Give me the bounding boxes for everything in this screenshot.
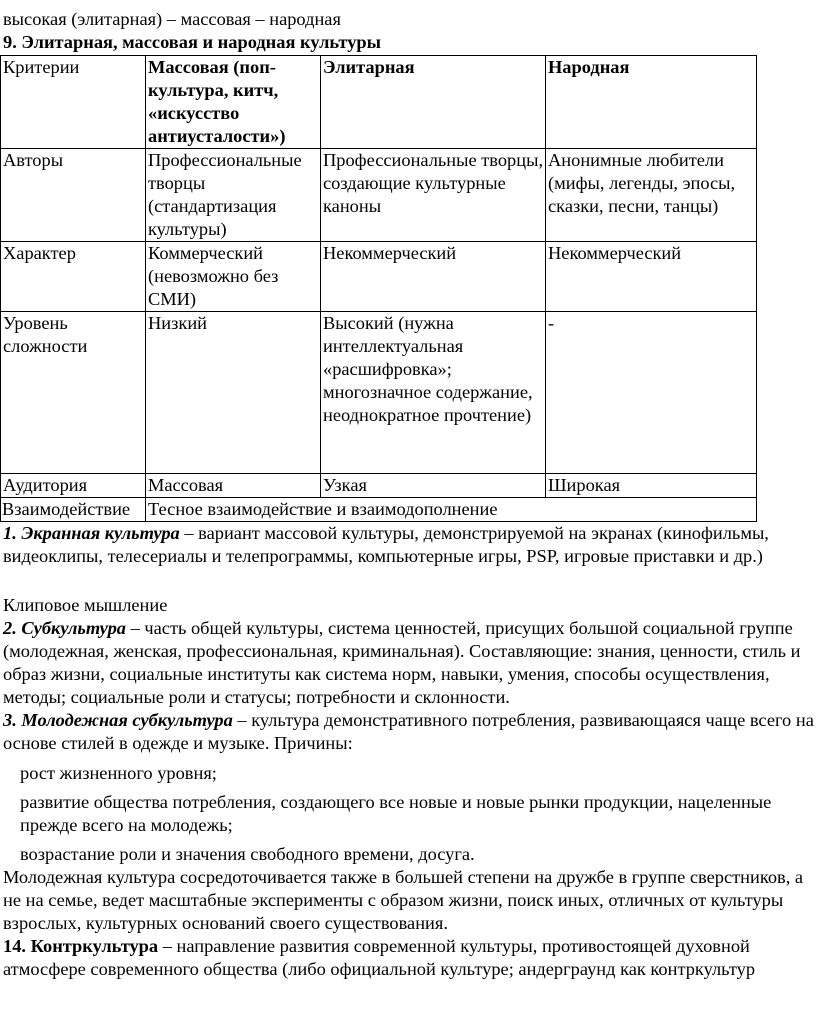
table-cell: Широкая [546, 474, 757, 498]
header-cell-folk: Народная [546, 56, 757, 149]
section-title: 9. Элитарная, массовая и народная культуры [3, 32, 381, 52]
table-cell: Некоммерческий [321, 242, 546, 312]
paragraph-counterculture [3, 935, 816, 981]
clip-thinking-line: Клиповое мышление [3, 595, 168, 615]
table-cell: Массовая [146, 474, 321, 498]
term-screen-culture: 1. Экранная культура [3, 523, 180, 543]
table-row-interaction [1, 498, 757, 522]
table-cell: Взаимодействие [1, 498, 146, 522]
definition-text: – часть общей культуры, система ценностей, присущих большой социальной группе (молодежная, женская, профессиональная, криминальная). Составляющие: знания, ценности, стиль и образ жизни, социальные институты как система норм, навыки, умения, способы осуществления, методы; социальные роли и статусы; потребности и склонности. [3, 618, 801, 707]
table-cell: Анонимные любители (мифы, легенды, эпосы, сказки, песни, танцы) [546, 149, 757, 242]
table-cell: Узкая [321, 474, 546, 498]
table-cell: Уровень сложности [1, 312, 146, 474]
term-counterculture: 14. Контркультура [3, 936, 159, 956]
table-cell: Характер [1, 242, 146, 312]
table-row-authors [1, 149, 757, 242]
intro-line: высокая (элитарная) – массовая – народная [3, 9, 341, 29]
table-cell: Авторы [1, 149, 146, 242]
definition-text: – вариант массовой культуры, демонстрируемой на экранах (кинофильмы, видеоклипы, телесериалы и телепрограммы, компьютерные игры, PSP, игровые приставки и др.) [3, 523, 769, 566]
header-cell-elite: Элитарная [321, 56, 546, 149]
term-youth-subculture: 3. Молодежная субкультура [3, 710, 233, 730]
header-cell-criteria: Критерии [1, 56, 146, 149]
table-header-row [1, 56, 757, 149]
table-row-complexity [1, 312, 757, 474]
reason-item: рост жизненного уровня; [20, 763, 217, 783]
table-cell: Коммерческий (невозможно без СМИ) [146, 242, 321, 312]
term-subculture: 2. Субкультура [3, 618, 126, 638]
paragraph-youth-culture: Молодежная культура сосредоточивается также в большей степени на дружбе в группе сверстников, а не на семье, ведет масштабные эксперименты с образом жизни, поиск иных, отличных от культуры взрослых, культурных оснований своего существования. [3, 867, 804, 933]
table-cell-merged: Тесное взаимодействие и взаимодополнение [146, 498, 757, 522]
table-cell: Низкий [146, 312, 321, 474]
table-cell: Профессиональные творцы (стандартизация культуры) [146, 149, 321, 242]
table-cell: Профессиональные творцы, создающие культурные каноны [321, 149, 546, 242]
reason-item: развитие общества потребления, создающего все новые и новые рынки продукции, нацеленные прежде всего на молодежь; [20, 792, 772, 835]
table-row-character [1, 242, 757, 312]
paragraph-screen-culture [3, 522, 816, 568]
table-cell: - [546, 312, 757, 474]
culture-comparison-table [0, 55, 757, 522]
definition-text: – направление развития современной культуры, противостоящей духовной атмосфере современного общества (либо официальной культуре; андерграунд как контркультур [3, 936, 756, 979]
paragraph-youth-subculture [3, 709, 816, 755]
definition-text: – культура демонстративного потребления, развивающаяся чаще всего на основе стилей в одежде и музыке. Причины: [3, 710, 814, 753]
table-row-audience [1, 474, 757, 498]
paragraph-subculture [3, 617, 816, 709]
reason-item: возрастание роли и значения свободного времени, досуга. [20, 844, 475, 864]
header-cell-mass: Массовая (поп-культура, китч, «искусство антиусталости») [146, 56, 321, 149]
table-cell: Некоммерческий [546, 242, 757, 312]
table-cell: Аудитория [1, 474, 146, 498]
table-cell: Высокий (нужна интеллектуальная «расшифровка»; многозначное содержание, неоднократное прочтение) [321, 312, 546, 474]
